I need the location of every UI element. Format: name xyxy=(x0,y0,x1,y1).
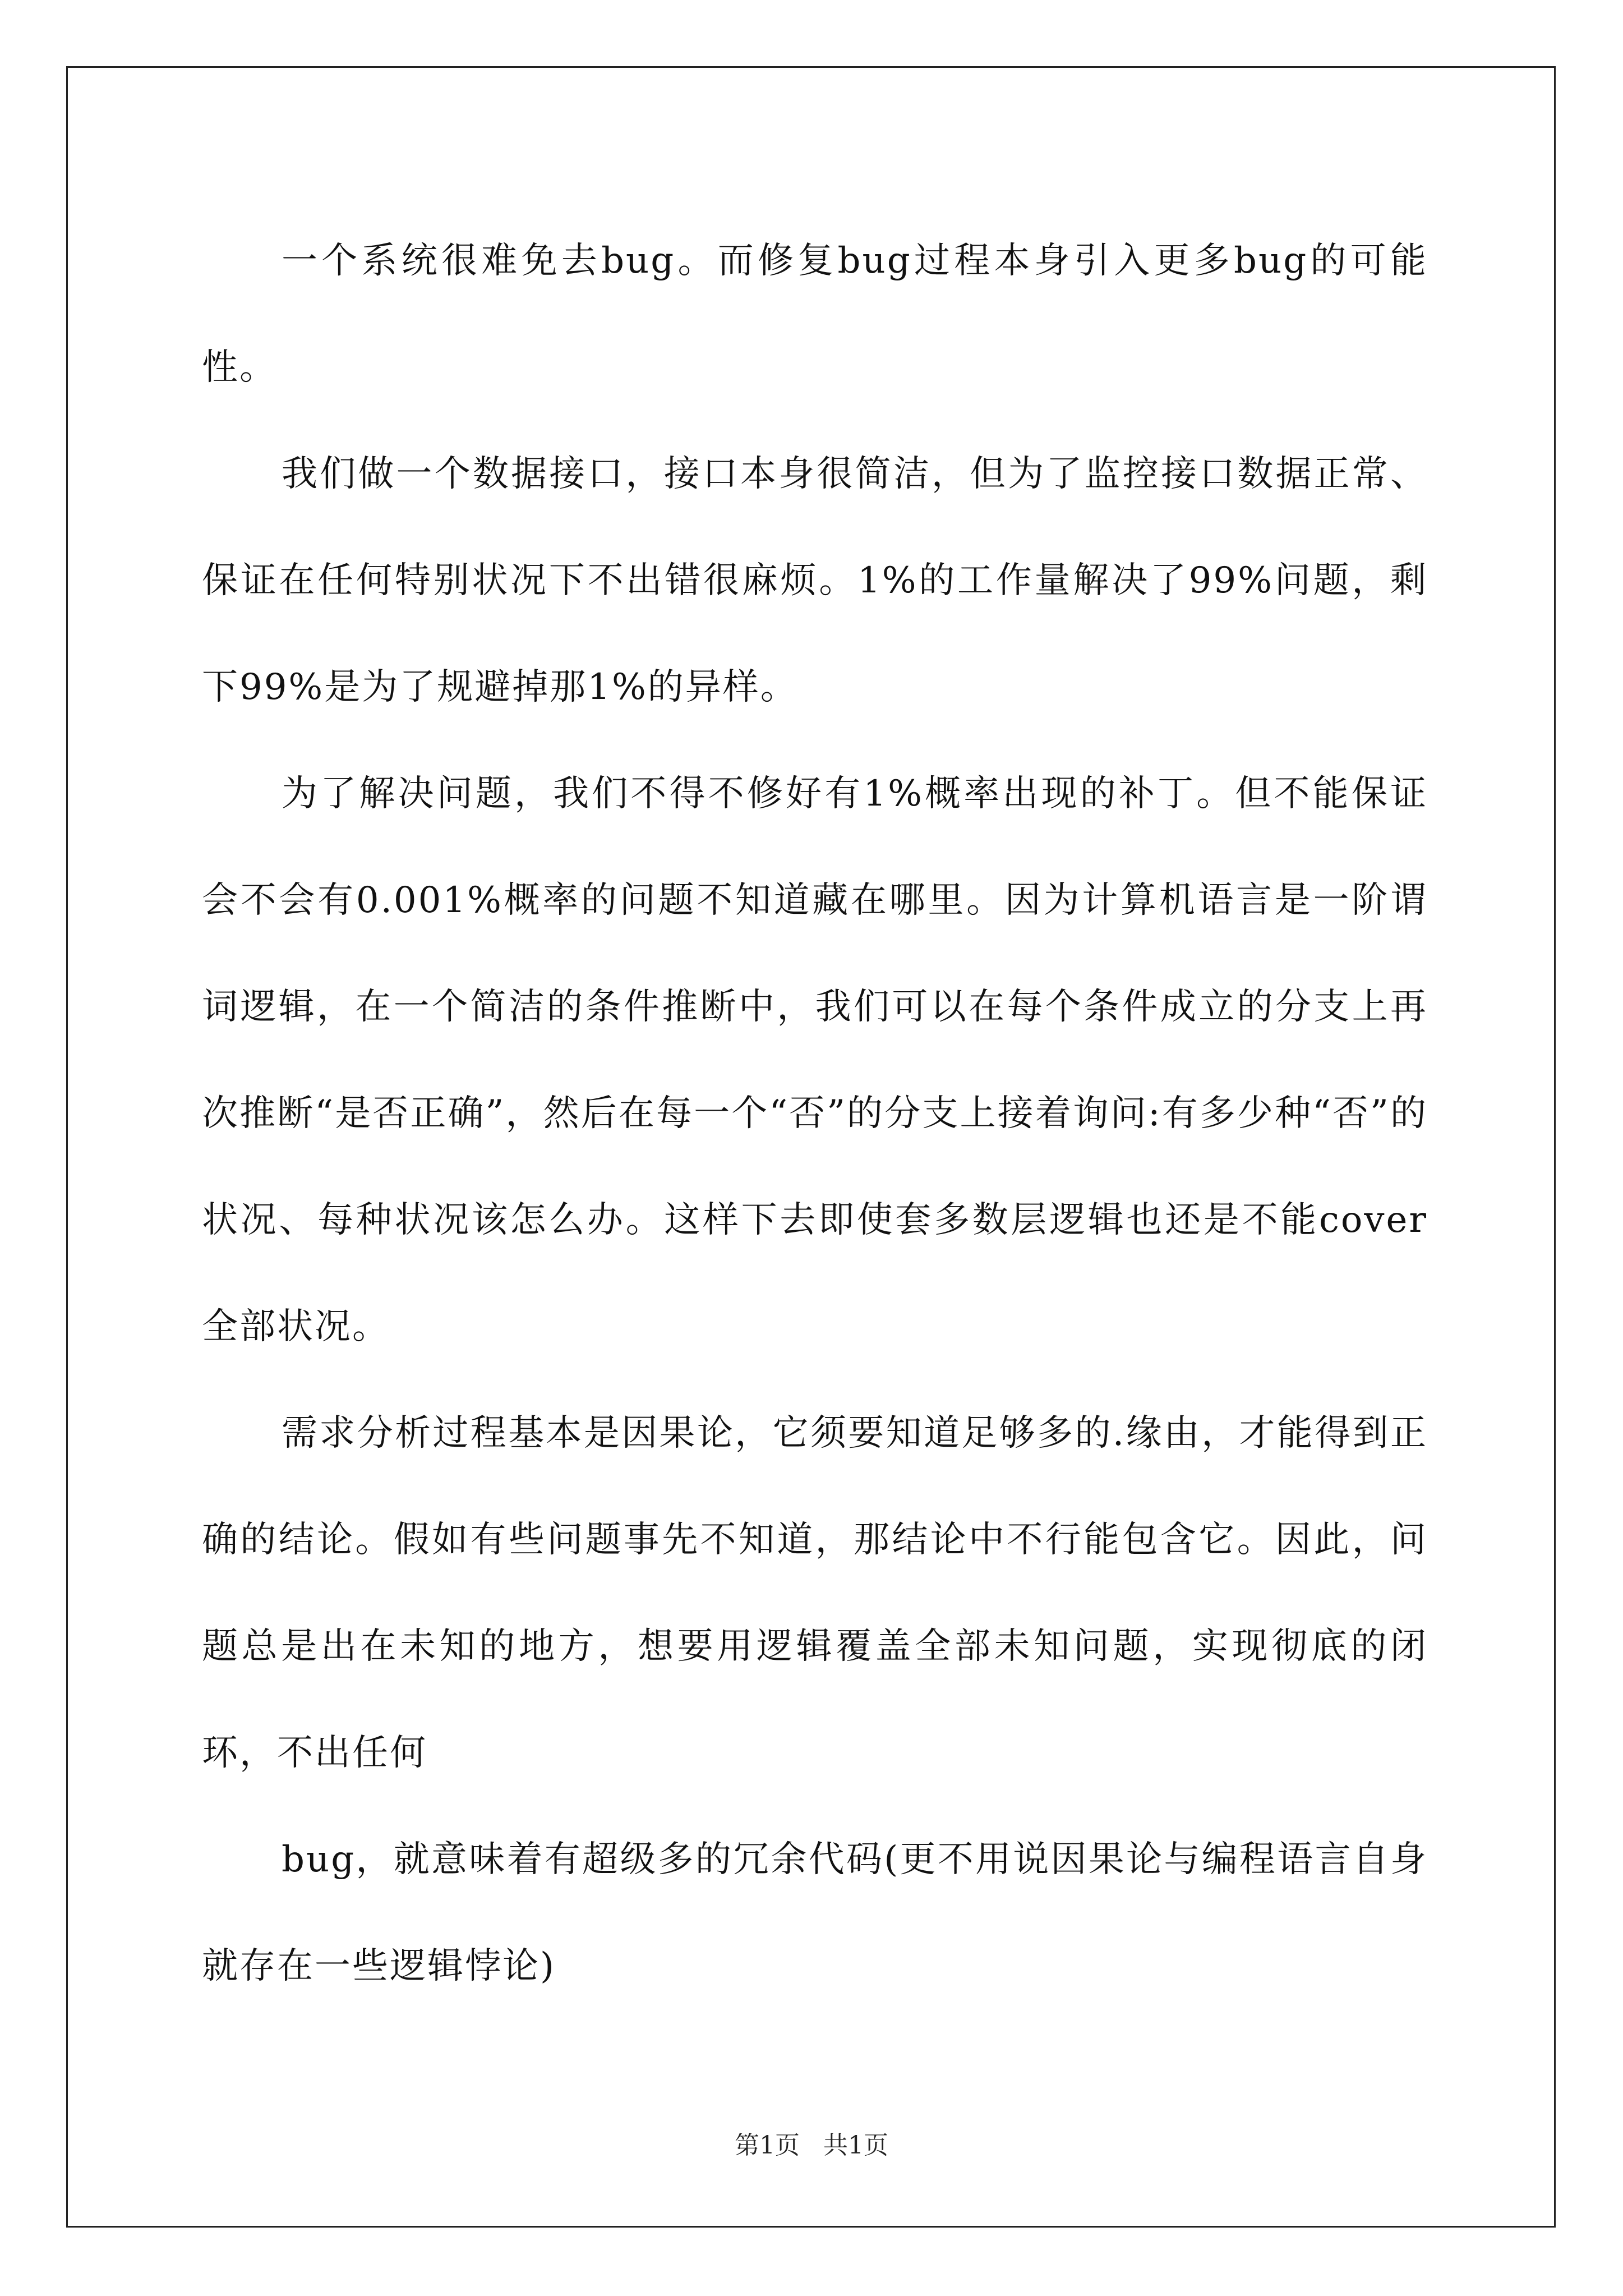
paragraph-2: 我们做一个数据接口，接口本身很简洁，但为了监控接口数据正常、保证在任何特别状况下不出错很麻烦。1%的工作量解决了99%问题，剩下99%是为了规避掉那1%的异样。 xyxy=(202,453,1428,708)
page-number: 第1页 xyxy=(735,2131,800,2160)
document-body xyxy=(202,208,1428,2019)
paragraph-4: 需求分析过程基本是因果论，它须要知道足够多的.缘由，才能得到正确的结论。假如有些问题事先不知道，那结论中不行能包含它。因此，问题总是出在未知的地方，想要用逻辑覆盖全部未知问题，实现彻底的闭环，不出任何 xyxy=(202,1412,1428,1774)
page-footer xyxy=(0,2129,1623,2162)
page-total: 共1页 xyxy=(823,2131,888,2160)
paragraph-1: 一个系统很难免去bug。而修复bug过程本身引入更多bug的可能性。 xyxy=(202,240,1428,388)
paragraph-5: bug，就意味着有超级多的冗余代码(更不用说因果论与编程语言自身就存在一些逻辑悖论) xyxy=(202,1839,1428,1987)
paragraph-3: 为了解决问题，我们不得不修好有1%概率出现的补丁。但不能保证会不会有0.001%概率的问题不知道藏在哪里。因为计算机语言是一阶谓词逻辑，在一个简洁的条件推断中，我们可以在每个条件成立的分支上再次推断“是否正确”，然后在每一个“否”的分支上接着询问:有多少种“否”的状况、每种状况该怎么办。这样下去即使套多数层逻辑也还是不能cover全部状况。 xyxy=(202,773,1428,1347)
